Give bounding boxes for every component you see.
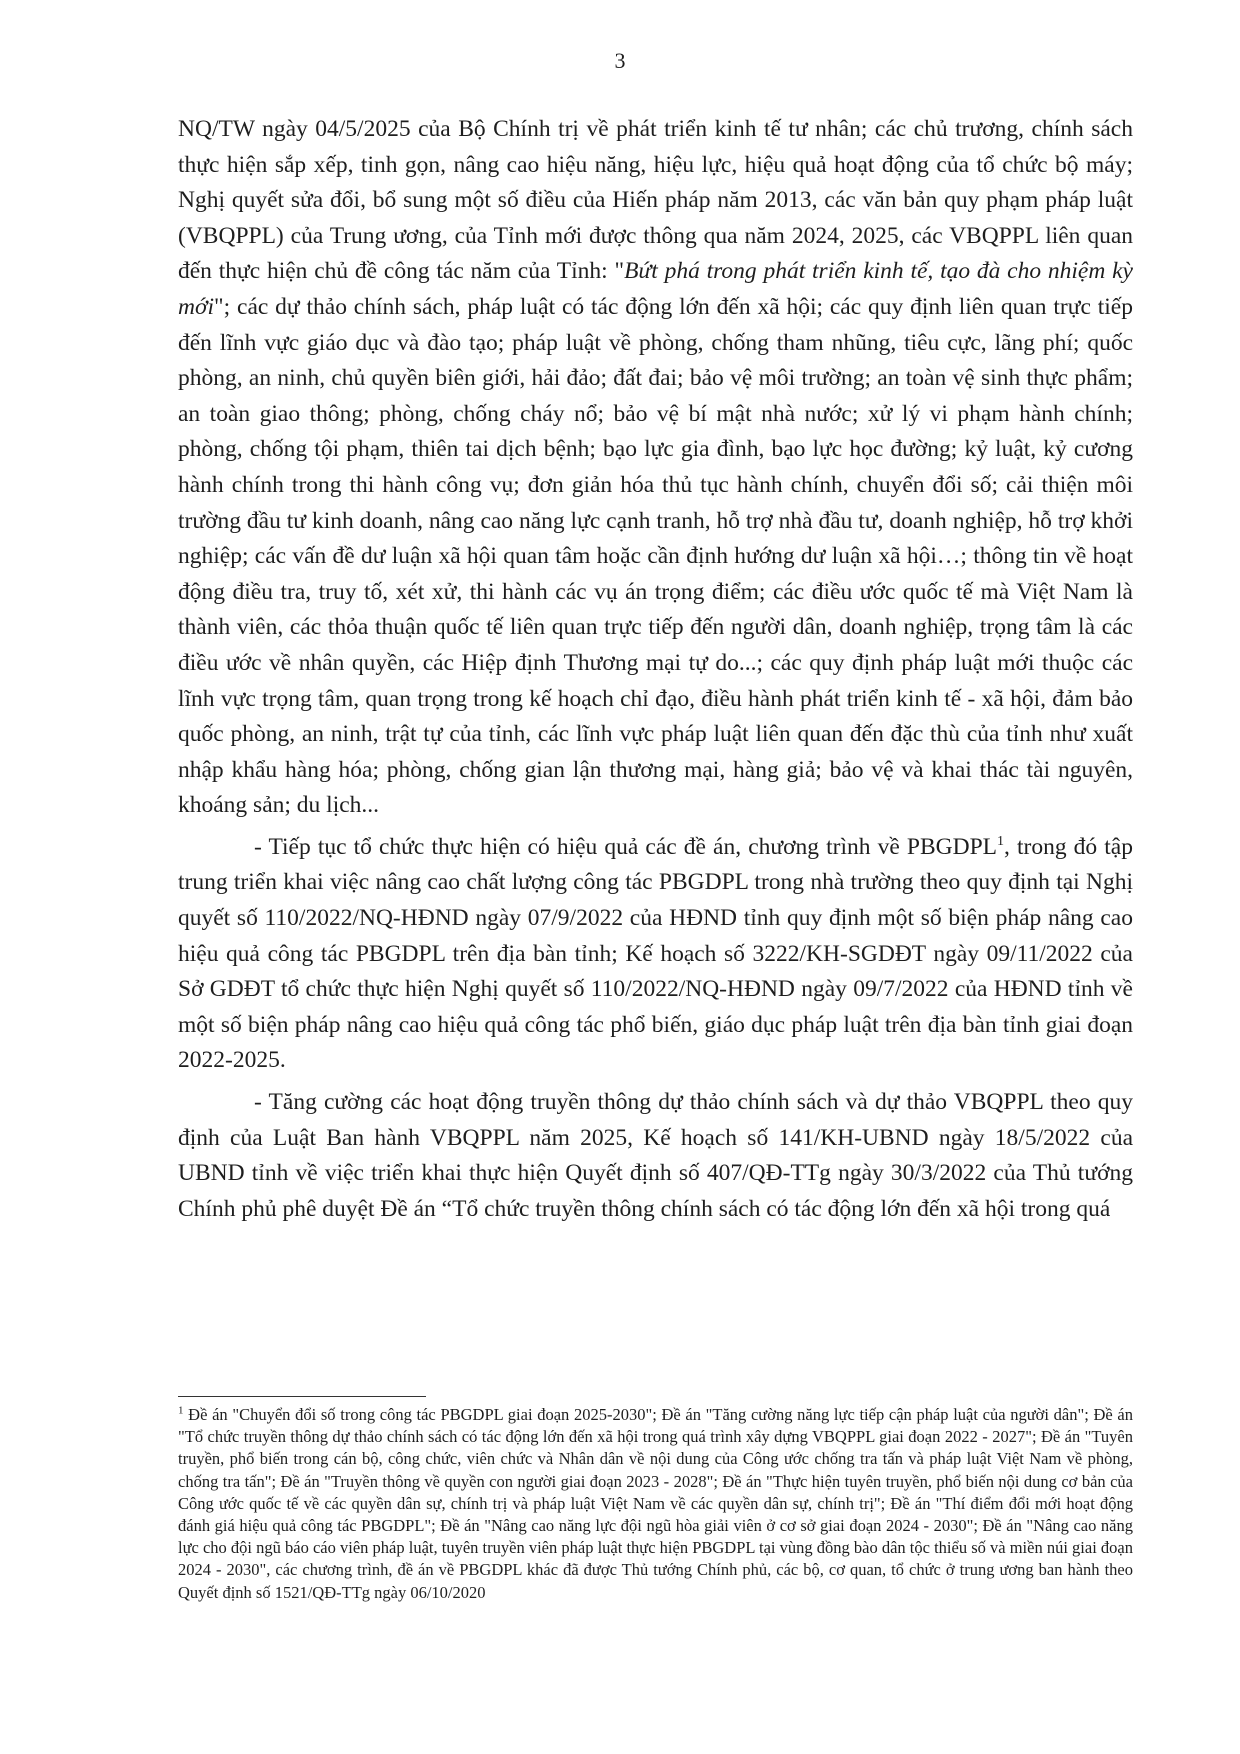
paragraph-programs xyxy=(178,830,1133,1079)
paragraph-text: NQ/TW ngày 04/5/2025 của Bộ Chính trị về phát triển kinh tế tư nhân; các chủ trương, chính sách thực hiện sắp xếp, tinh gọn, nâng cao hiệu năng, hiệu lực, hiệu quả hoạt động của tổ chức bộ máy; Nghị quyết sửa đổi, bổ sung một số điều của Hiến pháp năm 2013, các văn bản quy phạm pháp luật (VBQPPL) của Trung ương, của Tỉnh mới được thông qua năm 2024, 2025, các VBQPPL liên quan đến thực hiện chủ đề công tác năm của Tỉnh: " xyxy=(178,116,1133,285)
footnote-divider xyxy=(178,1396,426,1397)
document-body xyxy=(178,112,1133,1227)
paragraph-communication xyxy=(178,1085,1133,1227)
paragraph-continued xyxy=(178,112,1133,824)
footnote-text: Đề án "Chuyển đổi số trong công tác PBGDPL giai đoạn 2025-2030"; Đề án "Tăng cường năng lực tiếp cận pháp luật của người dân"; Đề án "Tổ chức truyền thông dự thảo chính sách có tác động lớn đến xã hội trong quá trình xây dựng VBQPPL giai đoạn 2022 - 2027"; Đề án "Tuyên truyền, phổ biến trong cán bộ, công chức, viên chức và Nhân dân về nội dung của Công ước chống tra tấn và pháp luật Việt Nam về phòng, chống tra tấn"; Đề án "Truyền thông về quyền con người giai đoạn 2023 - 2028"; Đề án "Thực hiện tuyên truyền, phổ biến nội dung cơ bản của Công ước quốc tế về các quyền dân sự, chính trị và pháp luật Việt Nam về các quyền dân sự, chính trị"; Đề án "Thí điểm đổi mới hoạt động đánh giá hiệu quả công tác PBGDPL"; Đề án "Nâng cao năng lực đội ngũ hòa giải viên ở cơ sở giai đoạn 2024 - 2030"; Đề án "Nâng cao năng lực cho đội ngũ báo cáo viên pháp luật, tuyên truyền viên pháp luật thực hiện PBGDPL tại vùng đồng bào dân tộc thiểu số và miền núi giai đoạn 2024 - 2030", các chương trình, đề án về PBGDPL khác đã được Thủ tướng Chính phủ, các bộ, cơ quan, tổ chức ở trung ương ban hành theo Quyết định số 1521/QĐ-TTg ngày 06/10/2020 xyxy=(178,1405,1133,1602)
paragraph-text: "; các dự thảo chính sách, pháp luật có tác động lớn đến xã hội; các quy định liên quan trực tiếp đến lĩnh vực giáo dục và đào tạo; pháp luật về phòng, chống tham nhũng, tiêu cực, lãng phí; quốc phòng, an ninh, chủ quyền biên giới, hải đảo; đất đai; bảo vệ môi trường; an toàn vệ sinh thực phẩm; an toàn giao thông; phòng, chống cháy nổ; bảo vệ bí mật nhà nước; xử lý vi phạm hành chính; phòng, chống tội phạm, thiên tai dịch bệnh; bạo lực gia đình, bạo lực học đường; kỷ luật, kỷ cương hành chính trong thi hành công vụ; đơn giản hóa thủ tục hành chính, chuyển đổi số; cải thiện môi trường đầu tư kinh doanh, nâng cao năng lực cạnh tranh, hỗ trợ nhà đầu tư, doanh nghiệp, hỗ trợ khởi nghiệp; các vấn đề dư luận xã hội quan tâm hoặc cần định hướng dư luận xã hội…; thông tin về hoạt động điều tra, truy tố, xét xử, thi hành các vụ án trọng điểm; các điều ước quốc tế mà Việt Nam là thành viên, các thỏa thuận quốc tế liên quan trực tiếp đến người dân, doanh nghiệp, trọng tâm là các điều ước về nhân quyền, các Hiệp định Thương mại tự do...; các quy định pháp luật mới thuộc các lĩnh vực trọng tâm, quan trọng trong kế hoạch chỉ đạo, điều hành phát triển kinh tế - xã hội, đảm bảo quốc phòng, an ninh, trật tự của tỉnh, các lĩnh vực pháp luật liên quan đến đặc thù của tỉnh như xuất nhập khẩu hàng hóa; phòng, chống gian lận thương mại, hàng giả; bảo vệ và khai thác tài nguyên, khoáng sản; du lịch... xyxy=(178,293,1133,819)
page-number: 3 xyxy=(614,48,626,73)
paragraph-text: - Tăng cường các hoạt động truyền thông dự thảo chính sách và dự thảo VBQPPL theo quy định của Luật Ban hành VBQPPL năm 2025, Kế hoạch số 141/KH-UBND ngày 18/5/2022 của UBND tỉnh về việc triển khai thực hiện Quyết định số 407/QĐ-TTg ngày 30/3/2022 của Thủ tướng Chính phủ phê duyệt Đề án “Tổ chức truyền thông chính sách có tác động lớn đến xã hội trong quá xyxy=(178,1089,1133,1222)
work-theme-italic: Bứt phá trong phát triển kinh tế, tạo đà cho nhiệm kỳ mới xyxy=(178,258,1133,320)
footnote xyxy=(178,1404,1133,1604)
paragraph-text: , trong đó tập trung triển khai việc nâng cao chất lượng công tác PBGDPL trong nhà trường theo quy định tại Nghị quyết số 110/2022/NQ-HĐND ngày 07/9/2022 của HĐND tỉnh quy định một số biện pháp nâng cao hiệu quả công tác PBGDPL trên địa bàn tỉnh; Kế hoạch số 3222/KH-SGDĐT ngày 09/11/2022 của Sở GDĐT tổ chức thực hiện Nghị quyết số 110/2022/NQ-HĐND ngày 09/7/2022 của HĐND tỉnh về một số biện pháp nâng cao hiệu quả công tác phổ biến, giáo dục pháp luật trên địa bàn tỉnh giai đoạn 2022-2025. xyxy=(178,833,1133,1074)
footnote-marker: 1 xyxy=(178,1404,184,1417)
footnote-ref: 1 xyxy=(997,834,1005,850)
paragraph-text: - Tiếp tục tổ chức thực hiện có hiệu quả các đề án, chương trình về PBGDPL xyxy=(254,833,998,860)
